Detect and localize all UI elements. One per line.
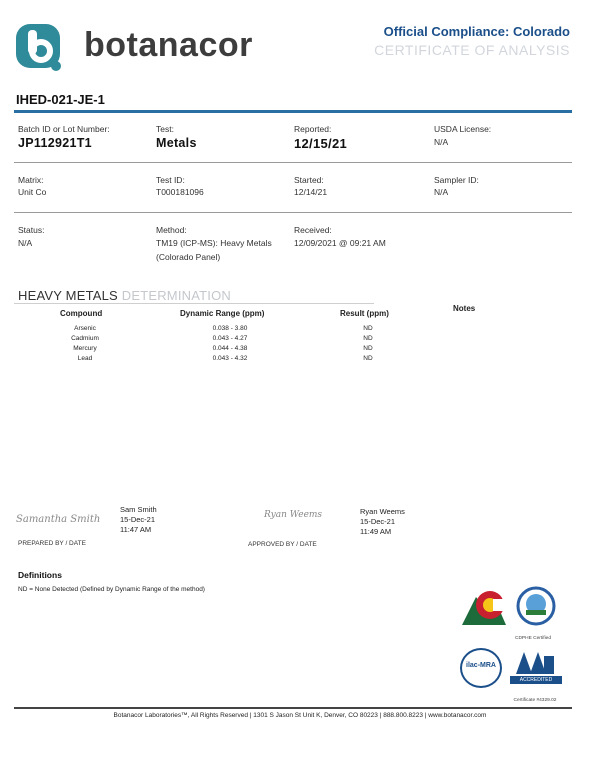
reported-label: Reported: (294, 124, 332, 134)
sampler-label: Sampler ID: (434, 175, 479, 185)
definitions-nd: ND = None Detected (Defined by Dynamic Range of the method) (18, 586, 205, 593)
received-value: 12/09/2021 @ 09:21 AM (294, 238, 386, 248)
matrix-label: Matrix: (18, 175, 44, 185)
status-value: N/A (18, 238, 33, 248)
section-title-light: DETERMINATION (121, 288, 231, 303)
definitions-title: Definitions (18, 570, 62, 580)
sampler-value: N/A (434, 187, 449, 197)
prepared-time: 11:47 AM (120, 525, 152, 534)
status-label: Status: (18, 225, 45, 235)
botanacor-logo-icon (14, 22, 66, 74)
ilac-mra-text: ilac-MRA (466, 662, 496, 669)
cdphe-caption: CDPHE Certified (515, 636, 551, 641)
prepared-signature: Samantha Smith (16, 514, 101, 525)
info-divider (14, 162, 572, 163)
table-cell-compound: Arsenic (74, 325, 96, 332)
table-cell-compound: Lead (77, 355, 93, 362)
compliance-heading: Official Compliance: Colorado (383, 24, 570, 39)
batch-value: JP112921T1 (18, 136, 92, 150)
result-header: Result (ppm) (340, 309, 389, 318)
prepared-caption: PREPARED BY / DATE (18, 540, 86, 547)
cdphe-seal-icon (516, 586, 556, 626)
reported-value: 12/15/21 (294, 136, 348, 151)
approved-name: Ryan Weems (360, 507, 405, 516)
prepared-name: Sam Smith (120, 505, 157, 514)
started-label: Started: (294, 175, 324, 185)
table-cell-result: ND (363, 325, 373, 332)
notes-header: Notes (453, 304, 476, 313)
method-value-line-1: TM19 (ICP-MS): Heavy Metals (156, 238, 272, 248)
info-divider (14, 212, 572, 213)
method-label: Method: (156, 225, 187, 235)
header-divider (14, 110, 572, 113)
table-cell-compound: Cadmium (71, 335, 99, 342)
test-value: Metals (156, 136, 197, 150)
table-cell-result: ND (363, 335, 373, 342)
received-label: Received: (294, 225, 332, 235)
footer-text: Botanacor Laboratories™, All Rights Reserved | 1301 S Jason St Unit K, Denver, CO 80223 | 888.800.8223 | www.botanacor.com (113, 712, 487, 719)
matrix-value: Unit Co (18, 187, 47, 197)
table-cell-range: 0.043 - 4.32 (212, 355, 248, 362)
table-cell-compound: Mercury (73, 345, 97, 352)
table-cell-range: 0.038 - 3.80 (212, 325, 248, 332)
prepared-date: 15-Dec-21 (120, 515, 156, 524)
compound-header: Compound (60, 309, 103, 318)
footer-divider (14, 707, 572, 709)
method-value-line-2: (Colorado Panel) (156, 252, 221, 262)
batch-label: Batch ID or Lot Number: (18, 124, 110, 134)
usda-value: N/A (434, 137, 449, 147)
section-divider (14, 303, 374, 304)
usda-label: USDA License: (434, 124, 492, 134)
lot-id: IHED-021-JE-1 (16, 92, 105, 107)
accreditation-mark-icon (516, 652, 556, 674)
section-title (18, 288, 231, 303)
brand-name: botanacor (84, 26, 253, 64)
certificate-heading: CERTIFICATE OF ANALYSIS (374, 42, 570, 58)
table-cell-range: 0.044 - 4.38 (212, 345, 248, 352)
test-id-value: T000181096 (156, 187, 204, 197)
accreditation-badge (510, 652, 562, 686)
certificate-number: Certificate #4329.02 (513, 698, 557, 703)
colorado-c-icon (462, 585, 514, 625)
table-cell-result: ND (363, 345, 373, 352)
approved-date: 15-Dec-21 (360, 517, 396, 526)
approved-caption: APPROVED BY / DATE (248, 541, 317, 548)
test-label: Test: (156, 124, 174, 134)
section-title-main: HEAVY METALS (18, 288, 122, 303)
approved-signature: Ryan Weems (264, 510, 323, 520)
test-id-label: Test ID: (156, 175, 185, 185)
approved-time: 11:49 AM (360, 527, 392, 536)
table-cell-result: ND (363, 355, 373, 362)
accredited-label: ACCREDITED (510, 676, 562, 684)
table-cell-range: 0.043 - 4.27 (212, 335, 248, 342)
started-value: 12/14/21 (294, 187, 328, 197)
range-header: Dynamic Range (ppm) (180, 309, 265, 318)
ilac-mra-seal (460, 648, 502, 688)
